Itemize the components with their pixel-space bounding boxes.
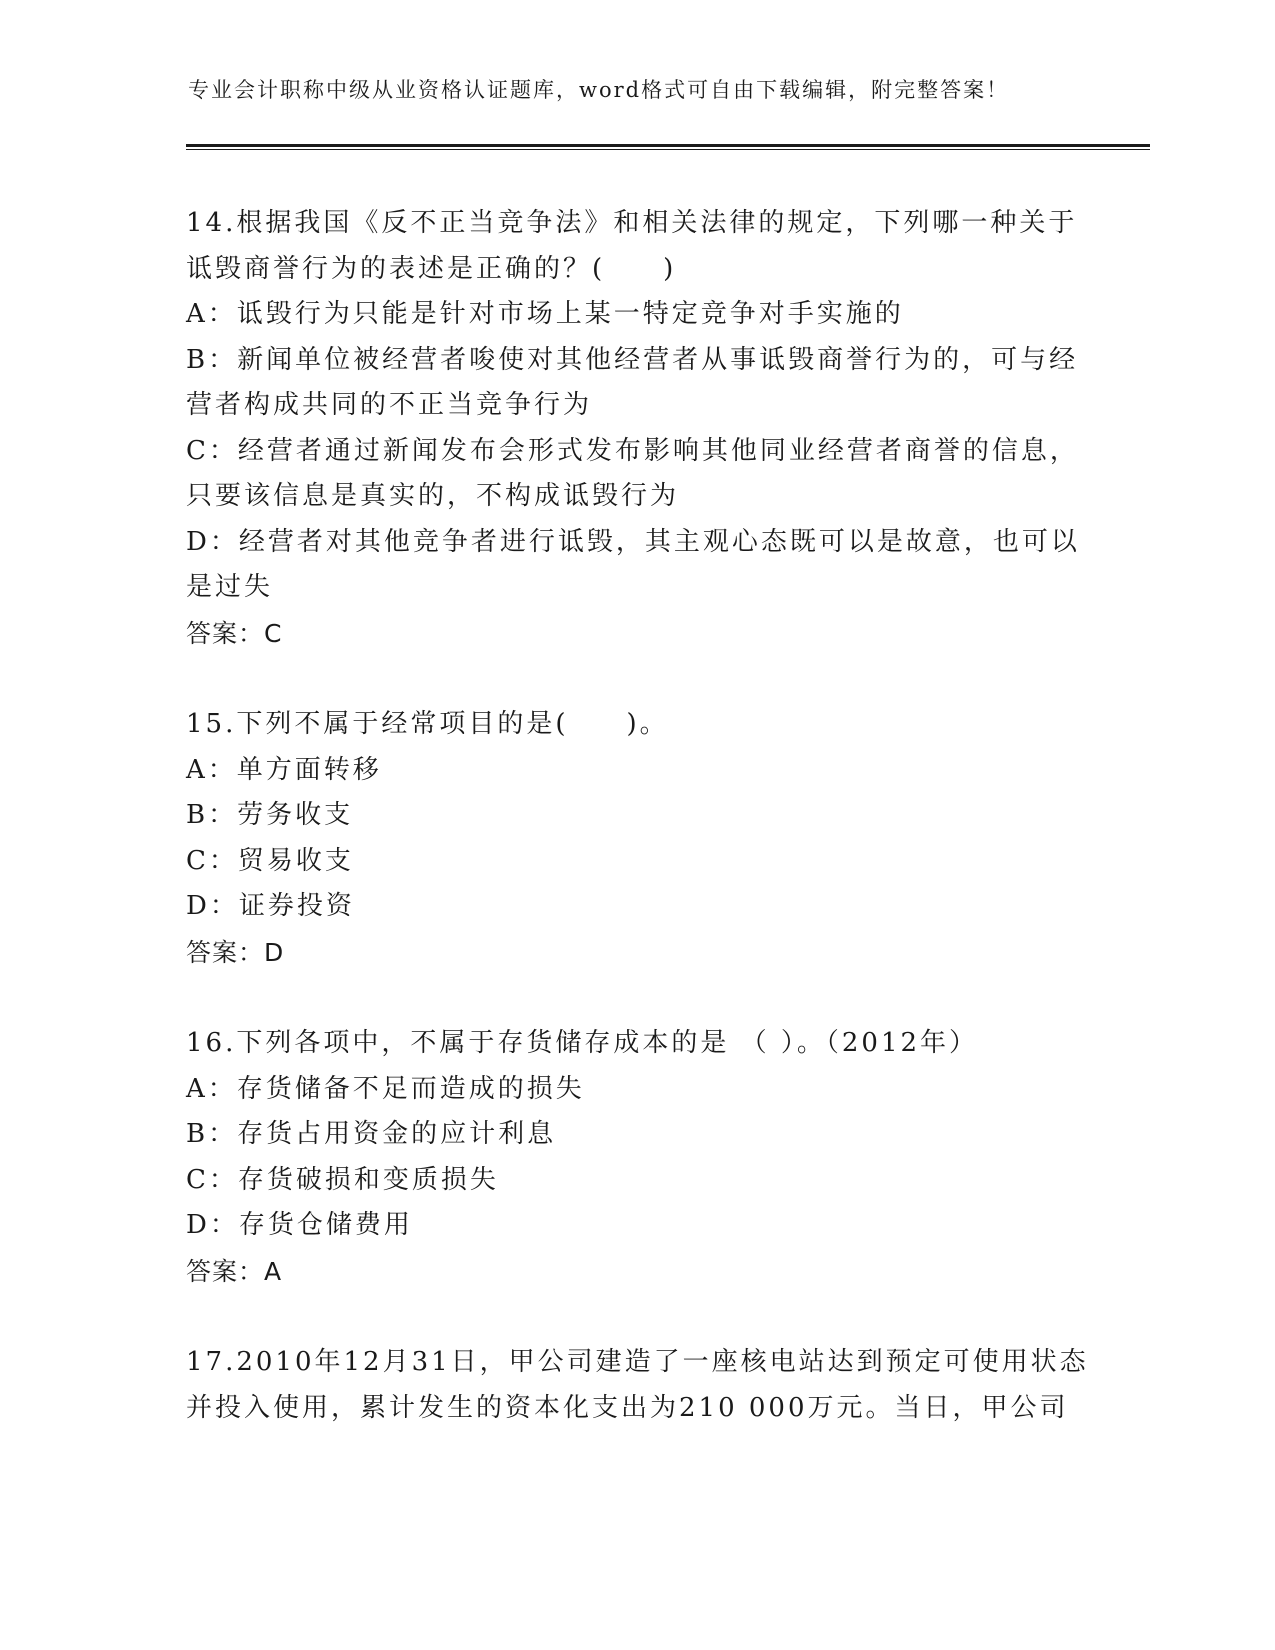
answer-label: 答案：A [186, 1256, 283, 1286]
option-d: D：经营者对其他竞争者进行诋毁，其主观心态既可以是故意，也可以 [186, 526, 1080, 557]
option-d: D：存货仓储费用 [186, 1210, 413, 1240]
option-d-continued: 是过失 [186, 572, 274, 602]
question-14 [186, 201, 1086, 656]
option-a: A：诋毁行为只能是针对市场上某一特定竞争对手实施的 [186, 299, 904, 329]
question-stem: 14.根据我国《反不正当竞争法》和相关法律的规定，下列哪一种关于 [186, 208, 1078, 238]
question-stem: 并投入使用，累计发生的资本化支出为210 000万元。当日，甲公司 [186, 1392, 1069, 1423]
option-c: C：经营者通过新闻发布会形式发布影响其他同业经营者商誉的信息， [186, 435, 1079, 466]
header-divider-thick [186, 144, 1150, 147]
option-b-continued: 营者构成共同的不正当竞争行为 [186, 390, 593, 420]
question-stem: 诋毁商誉行为的表述是正确的？( ) [186, 253, 677, 284]
option-b: B：劳务收支 [186, 800, 354, 830]
answer-label: 答案：C [186, 618, 283, 648]
option-c: C：存货破损和变质损失 [186, 1164, 499, 1195]
option-c: C：贸易收支 [186, 845, 354, 876]
question-16 [186, 1021, 1086, 1294]
option-a: A：单方面转移 [186, 754, 382, 785]
page-header: 专业会计职称中级从业资格认证题库，word格式可自由下载编辑，附完整答案！ [188, 78, 1010, 102]
question-17 [186, 1340, 1089, 1431]
question-stem: 15.下列不属于经常项目的是( )。 [186, 709, 669, 739]
question-stem: 17.2010年12月31日，甲公司建造了一座核电站达到预定可使用状态 [186, 1347, 1089, 1377]
answer-label: 答案：D [186, 937, 285, 967]
option-b: B：新闻单位被经营者唆使对其他经营者从事诋毁商誉行为的，可与经 [186, 344, 1079, 375]
question-list [186, 201, 1089, 1477]
question-15 [186, 702, 1086, 975]
option-b: B：存货占用资金的应计利息 [186, 1119, 557, 1149]
question-stem: 16.下列各项中，不属于存货储存成本的是 （ ）。（2012年） [186, 1028, 979, 1058]
option-d: D：证券投资 [186, 891, 355, 921]
option-a: A：存货储备不足而造成的损失 [186, 1073, 585, 1104]
option-c-continued: 只要该信息是真实的，不构成诋毁行为 [186, 481, 680, 511]
header-divider-thin [186, 149, 1150, 150]
